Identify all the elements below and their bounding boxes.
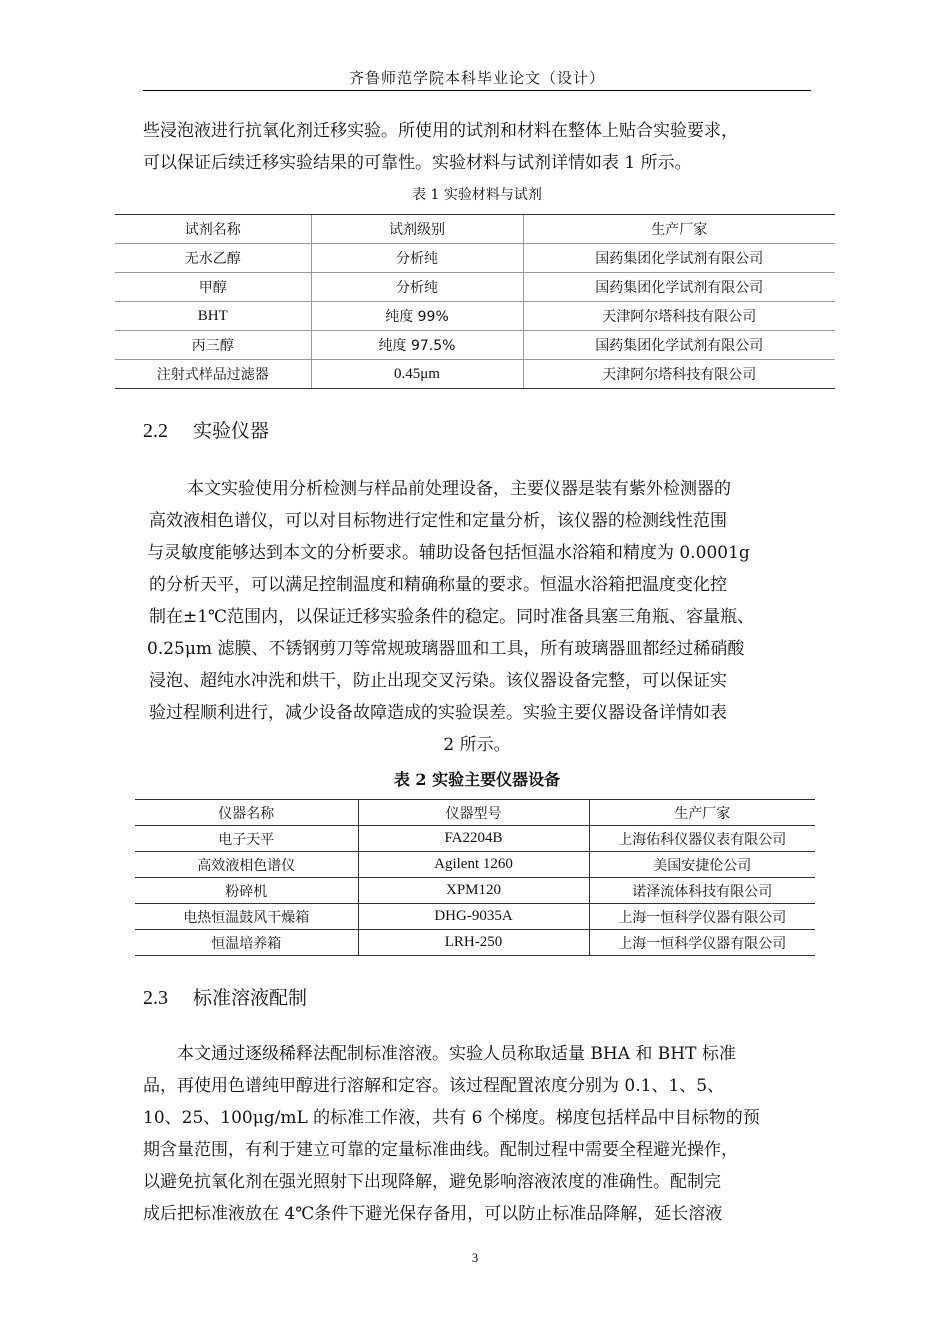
- table-header-row: [115, 215, 835, 244]
- paragraph-line: 可以保证后续迁移实验结果的可靠性。实验材料与试剂详情如表 1 所示。: [143, 153, 692, 173]
- table-cell: 美国安捷伦公司: [589, 852, 815, 878]
- table2-instruments: [135, 799, 815, 956]
- table-cell: 无水乙醇: [115, 244, 311, 273]
- paragraph-line: 制在±1℃范围内，以保证迁移实验条件的稳定。同时准备具塞三角瓶、容量瓶、: [149, 607, 755, 627]
- paragraph-line: 0.25μm 滤膜、不锈钢剪刀等常规玻璃器皿和工具，所有玻璃器皿都经过稀硝酸: [147, 639, 745, 659]
- table-cell: 纯度 97.5%: [311, 331, 523, 360]
- table-cell: 甲醇: [115, 273, 311, 302]
- section-heading-2-2: [143, 416, 269, 443]
- table-cell: XPM120: [358, 878, 589, 904]
- table-header-cell: 仪器型号: [358, 800, 589, 826]
- table-cell: 上海一恒科学仪器有限公司: [589, 904, 815, 930]
- table-cell: 诺泽流体科技有限公司: [589, 878, 815, 904]
- table-row: [115, 360, 835, 389]
- section-title: 标准溶液配制: [193, 987, 308, 1009]
- paragraph-line: 成后把标准液放在 4℃条件下避光保存备用，可以防止标准品降解，延长溶液: [143, 1204, 723, 1224]
- paragraph-line: 2 所示。: [443, 735, 511, 755]
- section-number: 2.2: [143, 420, 168, 442]
- table-cell: Agilent 1260: [358, 852, 589, 878]
- table-row: [115, 244, 835, 273]
- table-cell: LRH-250: [358, 930, 589, 956]
- section-number: 2.3: [143, 987, 168, 1009]
- table-header-cell: 试剂级别: [311, 215, 523, 244]
- table-row: [135, 852, 815, 878]
- paragraph-line: 本文通过逐级稀释法配制标准溶液。实验人员称取适量 BHA 和 BHT 标准: [177, 1044, 736, 1064]
- table-cell: 0.45μm: [311, 360, 523, 389]
- table-header-cell: 生产厂家: [523, 215, 835, 244]
- table-row: [135, 826, 815, 852]
- table-cell: 恒温培养箱: [135, 930, 358, 956]
- table-cell: 分析纯: [311, 273, 523, 302]
- table-cell: 丙三醇: [115, 331, 311, 360]
- instruments-paragraph: [143, 473, 811, 761]
- paragraph-line: 的分析天平，可以满足控制温度和精确称量的要求。恒温水浴箱把温度变化控: [149, 575, 727, 595]
- table-cell: BHT: [115, 302, 311, 331]
- intro-paragraph: [143, 115, 811, 179]
- table1-caption: 表 1 实验材料与试剂: [412, 187, 542, 203]
- table-cell: 电热恒温鼓风干燥箱: [135, 904, 358, 930]
- table-cell: DHG-9035A: [358, 904, 589, 930]
- paragraph-line: 高效液相色谱仪，可以对目标物进行定性和定量分析，该仪器的检测线性范围: [149, 511, 727, 531]
- table-header-cell: 试剂名称: [115, 215, 311, 244]
- table-cell: 国药集团化学试剂有限公司: [523, 273, 835, 302]
- table-cell: 上海一恒科学仪器有限公司: [589, 930, 815, 956]
- table-cell: 上海佑科仪器仪表有限公司: [589, 826, 815, 852]
- header-rule: [143, 90, 811, 91]
- page-number: 3: [471, 1250, 479, 1265]
- section-title: 实验仪器: [193, 420, 270, 442]
- table-cell: 国药集团化学试剂有限公司: [523, 244, 835, 273]
- paragraph-line: 浸泡、超纯水冲洗和烘干，防止出现交叉污染。该仪器设备完整，可以保证实: [149, 671, 727, 691]
- paragraph-line: 品，再使用色谱纯甲醇进行溶解和定容。该过程配置浓度分别为 0.1、1、5、: [143, 1076, 725, 1096]
- section-heading-2-3: [143, 983, 307, 1010]
- table2-caption: 表 2 实验主要仪器设备: [393, 770, 561, 789]
- paragraph-line: 本文实验使用分析检测与样品前处理设备，主要仪器是装有紫外检测器的: [187, 479, 731, 499]
- table-row: [115, 273, 835, 302]
- table-row: [135, 930, 815, 956]
- table-cell: 天津阿尔塔科技有限公司: [523, 360, 835, 389]
- paragraph-line: 10、25、100μg/mL 的标准工作液，共有 6 个梯度。梯度包括样品中目标物的预: [143, 1108, 760, 1128]
- paragraph-line: 些浸泡液进行抗氧化剂迁移实验。所使用的试剂和材料在整体上贴合实验要求，: [143, 121, 738, 141]
- page-header: 齐鲁师范学院本科毕业论文（设计）: [348, 69, 605, 87]
- table-cell: 电子天平: [135, 826, 358, 852]
- table-header-cell: 仪器名称: [135, 800, 358, 826]
- paragraph-line: 以避免抗氧化剂在强光照射下出现降解，避免影响溶液浓度的准确性。配制完: [143, 1172, 721, 1192]
- standard-solution-paragraph: [143, 1038, 811, 1230]
- table-cell: 天津阿尔塔科技有限公司: [523, 302, 835, 331]
- table-cell: 纯度 99%: [311, 302, 523, 331]
- paragraph-line: 验过程顺利进行，减少设备故障造成的实验误差。实验主要仪器设备详情如表: [149, 703, 727, 723]
- table-header-cell: 生产厂家: [589, 800, 815, 826]
- table-cell: 国药集团化学试剂有限公司: [523, 331, 835, 360]
- table1-materials: [115, 214, 835, 389]
- table-header-row: [135, 800, 815, 826]
- table-row: [135, 878, 815, 904]
- paragraph-line: 期含量范围，有利于建立可靠的定量标准曲线。配制过程中需要全程避光操作，: [143, 1140, 738, 1160]
- table-row: [135, 904, 815, 930]
- table-cell: 粉碎机: [135, 878, 358, 904]
- table-row: [115, 331, 835, 360]
- table-row: [115, 302, 835, 331]
- paragraph-line: 与灵敏度能够达到本文的分析要求。辅助设备包括恒温水浴箱和精度为 0.0001g: [147, 543, 750, 563]
- table-cell: 分析纯: [311, 244, 523, 273]
- table-cell: 注射式样品过滤器: [115, 360, 311, 389]
- table-cell: FA2204B: [358, 826, 589, 852]
- table-cell: 高效液相色谱仪: [135, 852, 358, 878]
